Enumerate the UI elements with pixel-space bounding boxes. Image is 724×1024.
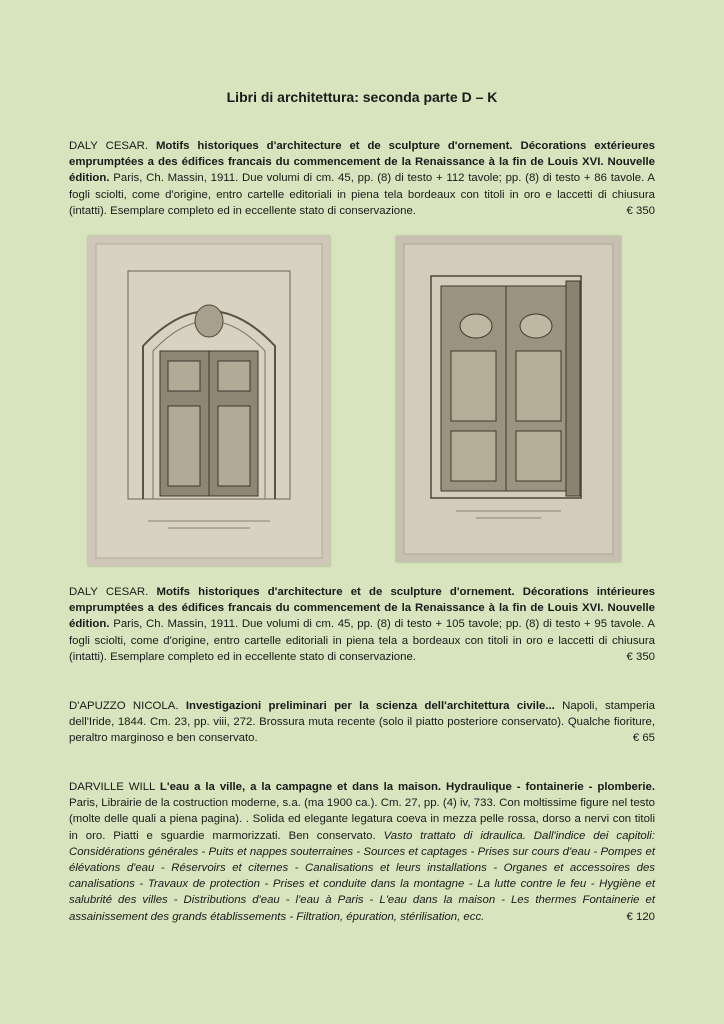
entry-title: L'eau a la ville, a la campagne et dans la maison. Hydraulique - fontainerie - plomberie. (159, 781, 655, 793)
entry-description: Paris, Ch. Massin, 1911. Due volumi di cm. 45, pp. (8) di testo + 112 tavole; pp. (8) di testo + 86 tavole. A fogli sciolti, come d'origine, entro cartelle editoriali in piena tela bordeaux con titoli in oro e laccetti di chiusura (intatti). Esemplare completo ed in eccellente stato di conservazione. (69, 172, 656, 217)
entry-note: Vasto trattato di idraulica. Dall'indice dei capitoli: Considérations générales - Puits et nappes souterraines - Sources et captages - Prises sur cours d'eau - Pompes et élévations d'eau - Réservoirs et citernes - Canalisations et leurs installations - Organes et accessoires des canalisations - Travaux de protection - Prises et conduite dans la montagne - La lutte contre le feu - Hygiène et salubrité des villes - Distributions d'eau - l'eau à Paris - L'eau dans la maison - Les thermes Fontainerie et assainissement des grands établissements - Filtration, épuration, stérilisation, ecc. (69, 829, 655, 923)
book-entry (69, 779, 655, 925)
door-engraving-plate-interior (396, 236, 621, 562)
entry-price: € 65 (632, 732, 655, 745)
entry-price: € 120 (626, 910, 655, 923)
entry-author: DALY CESAR. (69, 586, 149, 598)
entry-author: DARVILLE WILL (69, 781, 155, 793)
entry-author: DALY CESAR. (69, 140, 149, 152)
book-entry (69, 138, 655, 219)
entry-title: Motifs historiques d'architecture et de sculpture d'ornement. Décorations extérieures emprumptées a des édifices francais du commencement de la Renaissance à la fin de Louis XVI. Nouvelle édition. (69, 140, 656, 185)
door-engraving-plate-exterior (88, 236, 330, 566)
book-entry (69, 584, 655, 665)
entry-price: € 350 (626, 204, 655, 217)
entry-description: Paris, Librairie de la costruction moderne, s.a. (ma 1900 ca.). Cm. 27, pp. (4) iv, 733. Con moltissime figure nel testo (molte delle quali a piena pagina). . Solida ed elegante legatura coeva in mezza pelle rossa, dorso a nervi con titoli in oro. Piatti e sguardie marmorizzati. Ben conservato. (69, 797, 655, 842)
entry-description: Napoli, stamperia dell'Iride, 1844. Cm. 23, pp. viii, 272. Brossura muta recente (solo il piatto posteriore conservato). Qualche fioriture, peraltro marginoso e ben conservato. (69, 700, 655, 745)
page-title: Libri di architettura: seconda parte D – K (226, 89, 498, 105)
entry-price: € 350 (626, 650, 655, 663)
entry-author: D'APUZZO NICOLA. (69, 700, 179, 712)
book-entry (69, 698, 655, 747)
entry-title: Investigazioni preliminari per la scienza dell'architettura civile... (185, 700, 555, 712)
entry-title: Motifs historiques d'architecture et de sculpture d'ornement. Décorations intérieures emprumptées a des édifices francais du commencement de la Renaissance à la fin de Louis XVI. Nouvelle édition. (69, 586, 656, 631)
entry-description: Paris, Ch. Massin, 1911. Due volumi di cm. 45, pp. (8) di testo + 105 tavole; pp. (8) di testo + 95 tavole. A fogli sciolti, come d'origine, entro cartelle editoriali in piena tela a bordeaux con titoli in oro e laccetti di chiusura (intatti). Esemplare completo ed in eccellente stato di conservazione. (69, 618, 655, 663)
